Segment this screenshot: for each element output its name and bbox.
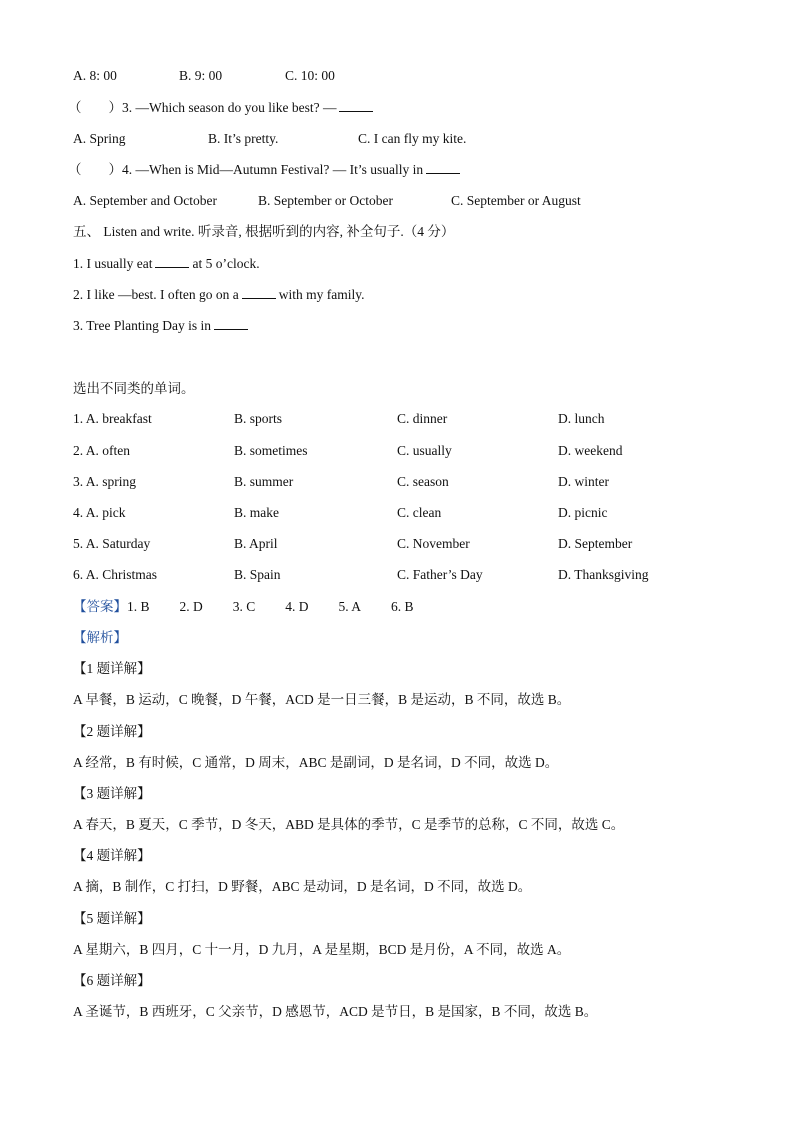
answer-item: 1. B (127, 599, 150, 614)
odd-row-4-a: 4. A. pick (73, 505, 126, 520)
answer-blank (339, 99, 373, 112)
answer-item: 6. B (391, 599, 414, 614)
odd-row-6-c: C. Father’s Day (397, 567, 483, 582)
detail-2-title: 【2 题详解】 (73, 724, 151, 739)
sentence-1-start: 1. I usually eat (73, 256, 153, 271)
detail-3-text: A 春天，B 夏天，C 季节，D 冬天，ABD 是具体的季节，C 是季节的总称，C 不同，故选 C。 (73, 817, 625, 832)
sentence-1-end: at 5 o’clock. (192, 256, 260, 271)
sentence-3-start: 3. Tree Planting Day is in (73, 318, 212, 333)
q3-options (73, 130, 774, 148)
sentence-1 (73, 255, 260, 273)
detail-2-text: A 经常，B 有时候，C 通常，D 周末，ABC 是副词，D 是名词，D 不同，故选 D。 (73, 755, 559, 770)
sentence-3 (73, 317, 251, 335)
question-4 (68, 161, 463, 179)
detail-1-title: 【1 题详解】 (73, 661, 151, 676)
odd-row-4-c: C. clean (397, 505, 442, 520)
q3-option-c: C. I can fly my kite. (358, 131, 467, 146)
odd-row-5-d: D. September (558, 536, 633, 551)
answer-blank (242, 286, 276, 299)
detail-5-text: A 星期六，B 四月，C 十一月，D 九月，A 是星期，BCD 是月份，A 不同，故选 A。 (73, 942, 571, 957)
q4-option-c: C. September or August (451, 193, 581, 208)
odd-row (73, 410, 774, 428)
detail-3-title: 【3 题详解】 (73, 786, 151, 801)
detail-5-title: 【5 题详解】 (73, 911, 151, 926)
odd-row-2-c: C. usually (397, 443, 452, 458)
answer-paren: （ ） (68, 162, 122, 177)
odd-row-3-c: C. season (397, 474, 449, 489)
odd-row (73, 504, 774, 522)
answer-item: 3. C (232, 599, 256, 614)
odd-row-1-c: C. dinner (397, 411, 448, 426)
q2-option-c: C. 10: 00 (285, 68, 335, 83)
answer-item: 4. D (285, 599, 309, 614)
section-5-title: 五、 Listen and write. 听录音, 根据听到的内容, 补全句子.（4 分） (73, 224, 455, 239)
sentence-2-end: with my family. (278, 287, 365, 302)
answer-blank (155, 255, 189, 268)
sentence-2-start: 2. I like —best. I often go on a (73, 287, 239, 302)
odd-row-6-b: B. Spain (234, 567, 281, 582)
q4-options (73, 192, 774, 210)
sentence-2 (73, 286, 364, 304)
detail-4-text: A 摘，B 制作，C 打扫，D 野餐，ABC 是动词，D 是名词，D 不同，故选 D。 (73, 879, 532, 894)
odd-row (73, 442, 774, 460)
odd-row-5-b: B. April (234, 536, 278, 551)
answer-blank (426, 161, 460, 174)
odd-row-3-d: D. winter (558, 474, 609, 489)
odd-row-4-b: B. make (234, 505, 279, 520)
answer-blank (214, 317, 248, 330)
answer-item: 2. D (179, 599, 203, 614)
odd-row-2-b: B. sometimes (234, 443, 308, 458)
q2-option-a: A. 8: 00 (73, 68, 117, 83)
odd-row-3-b: B. summer (234, 474, 294, 489)
odd-row (73, 473, 774, 491)
q2-options (73, 67, 774, 85)
odd-row-2-d: D. weekend (558, 443, 623, 458)
detail-1-text: A 早餐，B 运动，C 晚餐，D 午餐，ACD 是一日三餐，B 是运动，B 不同，故选 B。 (73, 692, 571, 707)
odd-row-5-c: C. November (397, 536, 470, 551)
odd-row-3-a: 3. A. spring (73, 474, 137, 489)
odd-row-1-a: 1. A. breakfast (73, 411, 152, 426)
odd-row-1-b: B. sports (234, 411, 283, 426)
question-3 (68, 99, 376, 117)
odd-row-6-d: D. Thanksgiving (558, 567, 649, 582)
odd-row (73, 535, 774, 553)
q2-option-b: B. 9: 00 (179, 68, 223, 83)
odd-row-6-a: 6. A. Christmas (73, 567, 158, 582)
odd-row (73, 566, 774, 584)
question-3-text: 3. —Which season do you like best? — (122, 100, 337, 115)
detail-4-title: 【4 题详解】 (73, 848, 151, 863)
answer-label: 【答案】 (73, 599, 127, 614)
question-4-text: 4. —When is Mid—Autumn Festival? — It’s usually in (122, 162, 424, 177)
analysis-label: 【解析】 (73, 630, 127, 645)
answer-paren: （ ） (68, 100, 122, 115)
odd-one-out-title: 选出不同类的单词。 (73, 381, 195, 396)
odd-row-1-d: D. lunch (558, 411, 605, 426)
odd-row-2-a: 2. A. often (73, 443, 130, 458)
q3-option-b: B. It’s pretty. (208, 131, 279, 146)
odd-row-5-a: 5. A. Saturday (73, 536, 151, 551)
odd-row-4-d: D. picnic (558, 505, 608, 520)
q4-option-a: A. September and October (73, 193, 217, 208)
q3-option-a: A. Spring (73, 131, 126, 146)
q4-option-b: B. September or October (258, 193, 393, 208)
detail-6-title: 【6 题详解】 (73, 973, 151, 988)
answer-item: 5. A (338, 599, 362, 614)
answer-line (73, 598, 444, 616)
detail-6-text: A 圣诞节，B 西班牙，C 父亲节，D 感恩节，ACD 是节日，B 是国家，B 不同，故选 B。 (73, 1004, 598, 1019)
